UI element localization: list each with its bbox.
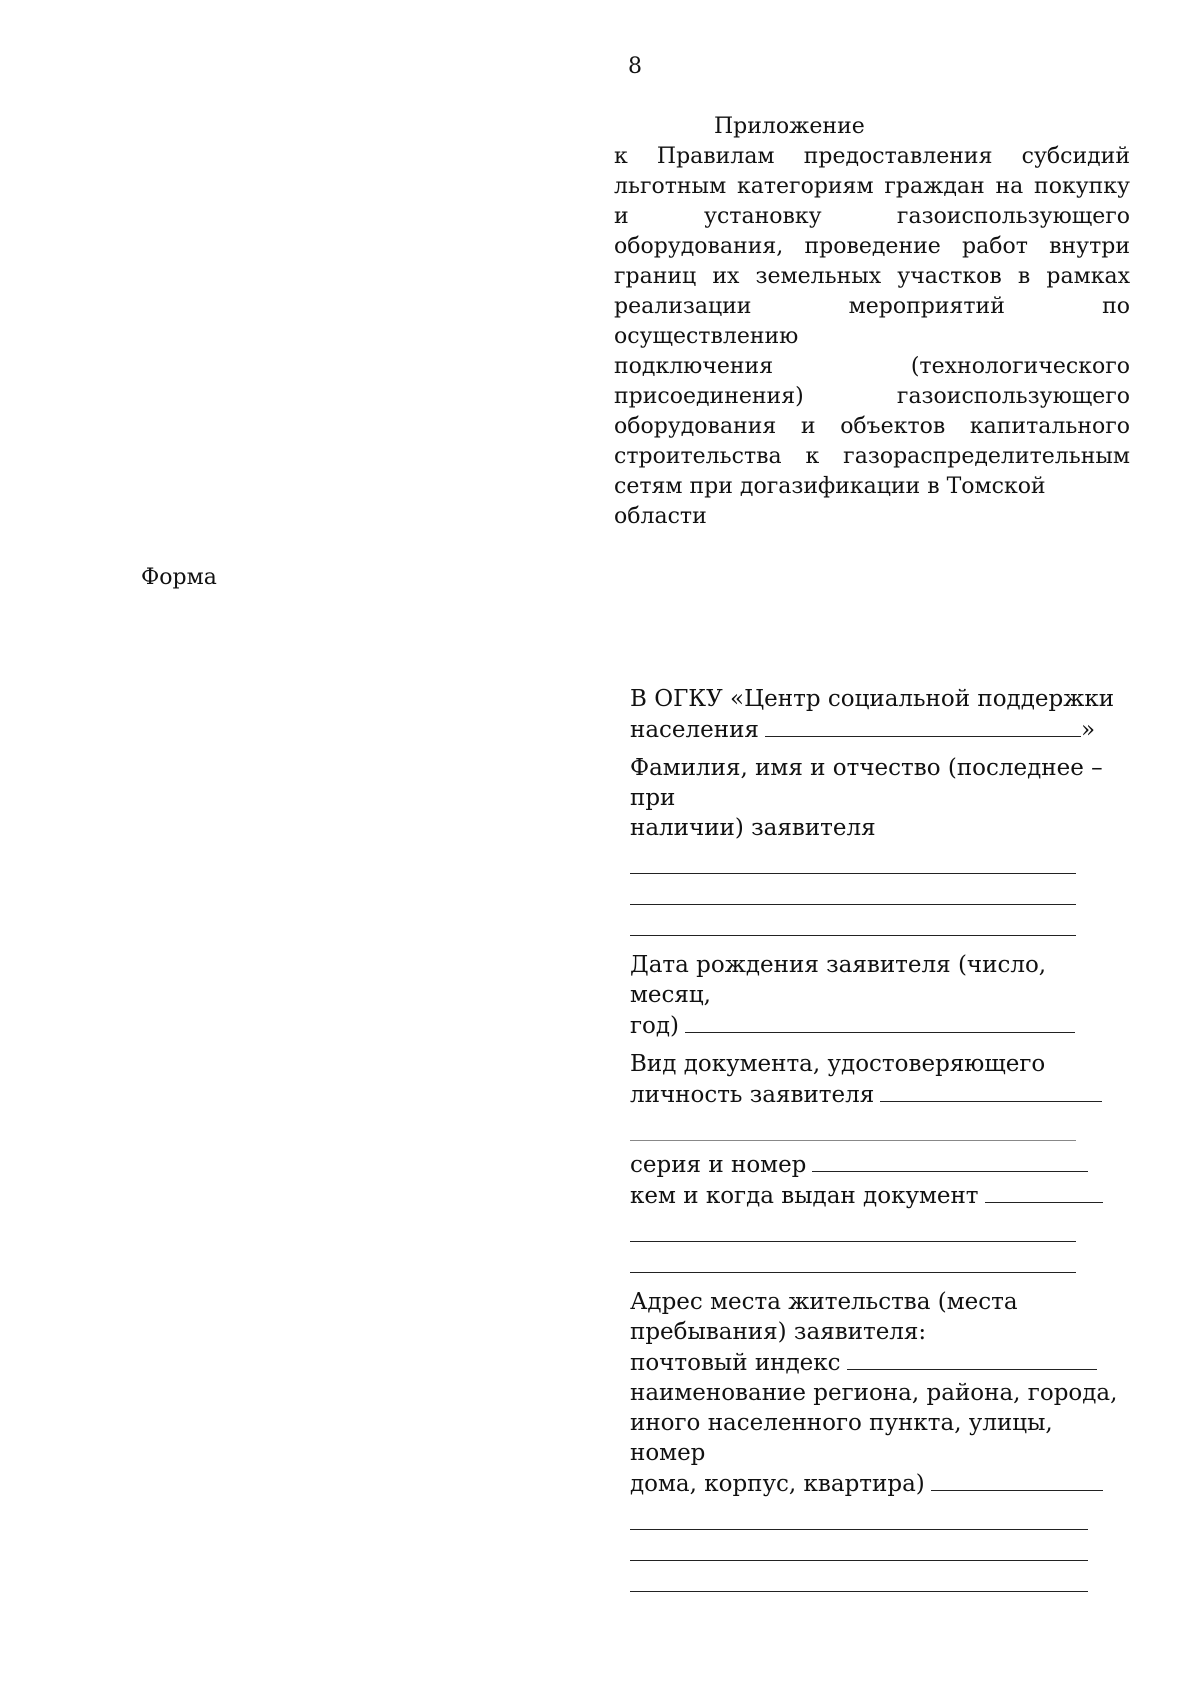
address-label: Адрес места жительства (места: [630, 1289, 1018, 1315]
issued-field-line-3[interactable]: [630, 1242, 1076, 1273]
postal-row: [630, 1347, 1130, 1378]
postal-code-field[interactable]: [847, 1347, 1097, 1370]
issued-field-line-2[interactable]: [630, 1211, 1076, 1242]
doc-type-field-line-2[interactable]: [630, 1110, 1076, 1141]
series-label: серия и номер: [630, 1152, 807, 1178]
series-number-field[interactable]: [812, 1149, 1088, 1172]
application-header: [630, 684, 1130, 1592]
appendix-line: реализации мероприятий по осуществлению: [614, 294, 1130, 349]
fio-field-line-2[interactable]: [630, 874, 1076, 905]
appendix-line: к Правилам предоставления субсидий: [614, 144, 1130, 169]
address-field-line-4[interactable]: [630, 1561, 1088, 1592]
dob-label-cont: год): [630, 1013, 680, 1039]
address-field[interactable]: [931, 1468, 1103, 1491]
region-row: [630, 1468, 1130, 1499]
postal-label: почтовый индекс: [630, 1350, 841, 1376]
region-label-end: дома, корпус, квартира): [630, 1471, 925, 1497]
dob-row: [630, 1010, 1130, 1041]
fio-label-cont: наличии) заявителя: [630, 815, 876, 841]
fio-field-line-1[interactable]: [630, 843, 1076, 874]
fio-label: Фамилия, имя и отчество (последнее – при: [630, 755, 1103, 811]
appendix-line: строительства к газораспределительным: [614, 444, 1130, 469]
dob-field[interactable]: [685, 1010, 1075, 1033]
page-number: 8: [628, 54, 642, 79]
doc-type-field[interactable]: [880, 1079, 1102, 1102]
addressee-suffix: »: [1080, 717, 1096, 743]
appendix-title: Приложение: [714, 114, 865, 139]
center-name-field[interactable]: [765, 714, 1081, 737]
series-row: [630, 1149, 1130, 1180]
form-label: Форма: [141, 565, 217, 590]
appendix-line: оборудования и объектов капитального: [614, 414, 1130, 439]
doc-label-cont: личность заявителя: [630, 1082, 875, 1108]
appendix-line: и установку газоиспользующего: [614, 204, 1130, 229]
issued-row: [630, 1180, 1130, 1211]
address-label-cont: пребывания) заявителя:: [630, 1319, 927, 1345]
region-label-cont: иного населенного пункта, улицы, номер: [630, 1410, 1053, 1466]
issued-field[interactable]: [985, 1180, 1103, 1203]
doc-label: Вид документа, удостоверяющего: [630, 1051, 1046, 1077]
fio-field-line-3[interactable]: [630, 905, 1076, 936]
appendix-line: границ их земельных участков в рамках: [614, 264, 1130, 289]
address-field-line-3[interactable]: [630, 1530, 1088, 1561]
addressee-row: [630, 714, 1130, 745]
appendix-line: присоединения) газоиспользующего: [614, 384, 1130, 409]
doc-row: [630, 1079, 1130, 1110]
appendix-block: [614, 112, 1130, 532]
addressee-prefix: населения: [630, 717, 759, 743]
appendix-line: оборудования, проведение работ внутри: [614, 234, 1130, 259]
issued-label: кем и когда выдан документ: [630, 1183, 979, 1209]
dob-label: Дата рождения заявителя (число, месяц,: [630, 952, 1047, 1008]
appendix-body: [614, 142, 1130, 532]
region-label: наименование региона, района, города,: [630, 1380, 1118, 1406]
address-field-line-2[interactable]: [630, 1499, 1088, 1530]
appendix-line: подключения (технологического: [614, 354, 1130, 379]
appendix-line: сетям при догазификации в Томской области: [614, 474, 1046, 529]
appendix-line: льготным категориям граждан на покупку: [614, 174, 1130, 199]
addressee-line: В ОГКУ «Центр социальной поддержки: [630, 686, 1115, 712]
